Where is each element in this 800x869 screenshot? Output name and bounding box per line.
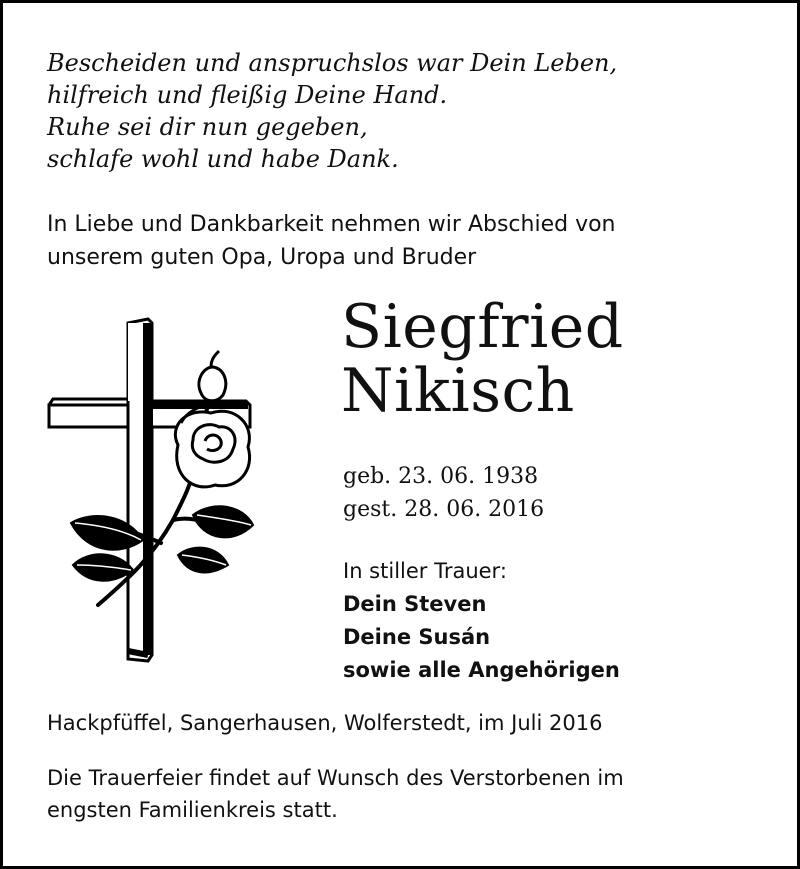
mourner-name: Deine Susán <box>343 625 491 649</box>
mourner-name: Dein Steven <box>343 592 487 616</box>
place-and-date: Hackpfüffel, Sangerhausen, Wolferstedt, im Juli 2016 <box>47 711 603 735</box>
note-line: Die Trauerfeier findet auf Wunsch des Verstorbenen im <box>47 766 624 790</box>
first-name: Siegfried <box>341 292 624 362</box>
poem-line: Ruhe sei dir nun gegeben, <box>47 113 368 141</box>
deceased-name <box>341 292 624 426</box>
life-dates <box>343 460 544 526</box>
mourner-name: sowie alle Angehörigen <box>343 658 620 682</box>
poem-line: hilfreich und fleißig Deine Hand. <box>47 81 448 109</box>
cross-with-rose-icon <box>43 315 263 680</box>
last-name: Nikisch <box>341 356 575 426</box>
intro-line: In Liebe und Dankbarkeit nehmen wir Abschied von <box>47 212 616 237</box>
birth-date: geb. 23. 06. 1938 <box>343 464 539 489</box>
funeral-note <box>47 762 624 826</box>
poem-line: Bescheiden und anspruchslos war Dein Leben, <box>47 49 618 77</box>
note-line: engsten Familienkreis statt. <box>47 798 338 822</box>
poem-line: schlafe wohl und habe Dank. <box>47 145 399 173</box>
poem <box>47 47 617 175</box>
intro-text <box>47 208 616 274</box>
intro-line: unserem guten Opa, Uropa und Bruder <box>47 245 477 270</box>
mourners <box>343 555 620 687</box>
mourners-heading: In stiller Trauer: <box>343 559 507 583</box>
death-date: gest. 28. 06. 2016 <box>343 497 545 522</box>
